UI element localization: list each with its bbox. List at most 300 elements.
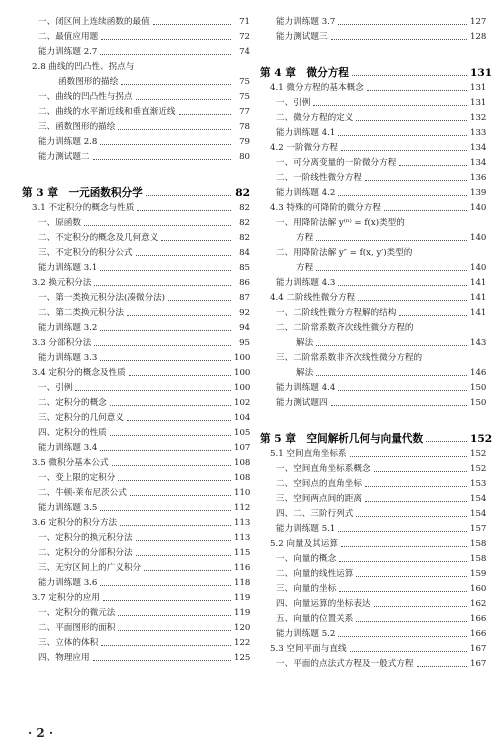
toc-leader-dots — [338, 24, 467, 25]
toc-leader-dots — [100, 450, 231, 451]
toc-section-entry — [22, 363, 250, 378]
toc-subsection-entry — [22, 393, 250, 408]
toc-subsection-entry — [260, 549, 486, 564]
toc-leader-dots — [316, 375, 467, 376]
toc-entry-title: 一、引例 — [38, 383, 73, 393]
toc-subsection-entry — [22, 633, 250, 648]
toc-entry-title: 一、二阶线性微分方程解的结构 — [276, 308, 397, 318]
toc-subsection-entry — [22, 117, 250, 132]
toc-subsection-entry — [22, 87, 250, 102]
toc-spacer — [22, 162, 250, 170]
toc-subsection-entry — [22, 228, 250, 243]
toc-entry-title: 能力训练题 3.4 — [38, 443, 98, 453]
toc-subsection-entry — [22, 483, 250, 498]
toc-subsection-entry — [22, 423, 250, 438]
toc-entry-title: 5.3 空间平面与直线 — [270, 644, 347, 654]
toc-entry-title: 一、向量的概念 — [276, 554, 337, 564]
toc-page-number: 167 — [470, 659, 487, 669]
toc-section-entry — [22, 333, 250, 348]
toc-page-number: 162 — [470, 599, 487, 609]
toc-leader-dots — [316, 270, 467, 271]
toc-entry-title: 三、定积分的几何意义 — [38, 413, 124, 423]
toc-subsection-entry — [22, 543, 250, 558]
toc-page-number: 74 — [239, 47, 250, 57]
toc-leader-dots — [331, 405, 467, 406]
toc-subsection-entry — [260, 228, 486, 243]
toc-page-number: 100 — [234, 383, 251, 393]
toc-entry-title: 一、定积分的微元法 — [38, 608, 116, 618]
toc-leader-dots — [352, 75, 467, 76]
toc-leader-dots — [384, 210, 467, 211]
toc-subsection-entry — [260, 12, 486, 27]
toc-page-number: 108 — [234, 473, 251, 483]
toc-leader-dots — [130, 495, 231, 496]
toc-page-number: 160 — [470, 584, 487, 594]
toc-leader-dots — [118, 630, 231, 631]
toc-leader-dots — [356, 621, 467, 622]
toc-subsection-entry — [22, 147, 250, 162]
toc-page-number: 134 — [470, 158, 487, 168]
toc-entry-title: 一、空间直角坐标系概念 — [276, 464, 371, 474]
toc-subsection-entry — [260, 153, 486, 168]
toc-entry-title: 一、第一类换元积分法(凑微分法) — [38, 293, 166, 303]
toc-subsection-entry — [22, 72, 250, 87]
toc-page-number: 108 — [234, 458, 251, 468]
toc-leader-dots — [365, 486, 467, 487]
toc-entry-title: 3.3 分部积分法 — [32, 338, 92, 348]
toc-subsection-entry — [22, 648, 250, 663]
toc-section-entry — [260, 288, 486, 303]
toc-entry-title: 二、二阶常系数齐次线性微分方程的 — [276, 323, 414, 333]
toc-leader-dots — [338, 195, 467, 196]
toc-entry-title: 能力训练题 3.1 — [38, 263, 98, 273]
toc-entry-title: 4.1 微分方程的基本概念 — [270, 83, 364, 93]
toc-leader-dots — [365, 501, 467, 502]
toc-section-entry — [22, 198, 250, 213]
toc-page-number: 72 — [239, 32, 250, 42]
toc-entry-title: 二、不定积分的概念及几何意义 — [38, 233, 159, 243]
toc-leader-dots — [127, 420, 231, 421]
toc-entry-title: 3.4 定积分的概念及性质 — [32, 368, 126, 378]
toc-leader-dots — [399, 315, 467, 316]
toc-entry-title: 二、空间点的直角坐标 — [276, 479, 362, 489]
toc-subsection-entry — [22, 498, 250, 513]
toc-page-number: 140 — [470, 203, 487, 213]
toc-leader-dots — [316, 345, 467, 346]
toc-left-column — [22, 12, 250, 663]
toc-entry-title: 3.1 不定积分的概念与性质 — [32, 203, 135, 213]
toc-entry-title: 二、定积分的概念 — [38, 398, 107, 408]
toc-subsection-entry — [260, 474, 486, 489]
toc-entry-title: 二、微分方程的定义 — [276, 113, 354, 123]
toc-page-number: 140 — [470, 263, 487, 273]
toc-subsection-entry — [22, 318, 250, 333]
toc-page-number: 122 — [234, 638, 251, 648]
toc-entry-title: 3.5 微积分基本公式 — [32, 458, 109, 468]
toc-page-number: 113 — [234, 518, 251, 528]
toc-page-number: 100 — [234, 353, 251, 363]
toc-subsection-entry — [260, 333, 486, 348]
toc-leader-dots — [417, 666, 467, 667]
toc-page-number: 141 — [470, 278, 487, 288]
toc-leader-dots — [118, 129, 231, 130]
toc-entry-title: 一、曲线的凹凸性与拐点 — [38, 92, 133, 102]
toc-section-entry — [260, 198, 486, 213]
toc-leader-dots — [75, 390, 231, 391]
toc-subsection-entry — [22, 303, 250, 318]
toc-page-number: 119 — [234, 608, 251, 618]
toc-page-number: 154 — [470, 509, 487, 519]
toc-page-number: 119 — [234, 593, 251, 603]
toc-entry-title: 一、可分离变量的一阶微分方程 — [276, 158, 397, 168]
toc-subsection-entry — [260, 564, 486, 579]
toc-entry-title: 5.1 空间直角坐标系 — [270, 449, 347, 459]
toc-leader-dots — [120, 525, 231, 526]
toc-subsection-entry — [260, 519, 486, 534]
toc-entry-title: 4.4 二阶线性微分方程 — [270, 293, 356, 303]
toc-page-number: 132 — [470, 113, 487, 123]
toc-leader-dots — [338, 531, 467, 532]
toc-page-number: 82 — [235, 187, 250, 199]
toc-page-number: 128 — [470, 32, 487, 42]
toc-entry-title: 二、牛顿-莱布尼茨公式 — [38, 488, 127, 498]
toc-page-number: 100 — [234, 368, 251, 378]
toc-leader-dots — [356, 120, 467, 121]
toc-leader-dots — [129, 375, 231, 376]
toc-leader-dots — [313, 105, 467, 106]
toc-entry-title: 能力训练题 5.2 — [276, 629, 336, 639]
toc-entry-title: 四、二、三阶行列式 — [276, 509, 354, 519]
toc-subsection-entry — [260, 363, 486, 378]
toc-entry-title: 二、用降阶法解 y″ = f(x, y′)类型的 — [276, 248, 413, 258]
toc-leader-dots — [338, 390, 467, 391]
toc-leader-dots — [101, 39, 231, 40]
toc-page-number: 150 — [470, 383, 487, 393]
toc-chapter-entry — [260, 416, 493, 445]
toc-page-number: 75 — [239, 77, 250, 87]
toc-leader-dots — [339, 591, 467, 592]
toc-page-number: 125 — [234, 653, 251, 663]
toc-page-number: 94 — [239, 323, 250, 333]
toc-page-number: 167 — [470, 644, 487, 654]
toc-subsection-entry — [22, 102, 250, 117]
toc-entry-title: 二、一阶线性微分方程 — [276, 173, 362, 183]
toc-entry-title: 能力训练题 5.1 — [276, 524, 336, 534]
toc-subsection-entry — [260, 654, 486, 669]
toc-subsection-entry — [22, 288, 250, 303]
toc-leader-dots — [146, 195, 231, 196]
toc-page-number: 85 — [239, 263, 250, 273]
toc-entry-title: 能力训练题 4.3 — [276, 278, 336, 288]
toc-leader-dots — [341, 150, 467, 151]
toc-leader-dots — [121, 84, 231, 85]
toc-leader-dots — [103, 600, 231, 601]
toc-entry-title: 能力测试题四 — [276, 398, 328, 408]
toc-page-number: 154 — [470, 494, 487, 504]
toc-entry-title: 一、闭区间上连续函数的最值 — [38, 17, 150, 27]
toc-entry-title: 3.7 定积分的应用 — [32, 593, 100, 603]
toc-subsection-entry — [260, 624, 486, 639]
toc-subsection-entry — [260, 243, 486, 258]
toc-page-number: 127 — [470, 17, 487, 27]
toc-section-entry — [260, 534, 486, 549]
toc-entry-title: 二、曲线的水平渐近线和垂直渐近线 — [38, 107, 176, 117]
toc-subsection-entry — [22, 132, 250, 147]
toc-leader-dots — [341, 546, 467, 547]
toc-page-number: 82 — [239, 218, 250, 228]
toc-page-number: 116 — [234, 563, 251, 573]
toc-right-column — [260, 12, 493, 669]
toc-entry-title: 四、定积分的性质 — [38, 428, 107, 438]
toc-subsection-entry — [22, 258, 250, 273]
toc-entry-title: 能力训练题 3.6 — [38, 578, 98, 588]
toc-page-number: 153 — [470, 479, 487, 489]
toc-spacer — [260, 408, 486, 416]
toc-subsection-entry — [260, 579, 486, 594]
toc-entry-title: 解法 — [296, 368, 314, 378]
toc-page-number: 107 — [234, 443, 251, 453]
toc-entry-title: 能力训练题 3.5 — [38, 503, 98, 513]
toc-subsection-entry — [22, 213, 250, 228]
toc-entry-title: 三、不定积分的积分公式 — [38, 248, 133, 258]
toc-entry-title: 第 3 章 一元函数积分学 — [22, 187, 143, 199]
toc-page-number: 140 — [470, 233, 487, 243]
toc-leader-dots — [136, 540, 231, 541]
toc-subsection-entry — [260, 168, 486, 183]
toc-page-number: 166 — [470, 614, 487, 624]
toc-leader-dots — [374, 606, 467, 607]
toc-leader-dots — [136, 99, 231, 100]
toc-entry-title: 三、向量的坐标 — [276, 584, 337, 594]
toc-page-number: 146 — [470, 368, 487, 378]
toc-page-number: 157 — [470, 524, 487, 534]
toc-leader-dots — [350, 651, 467, 652]
toc-subsection-entry — [22, 573, 250, 588]
toc-entry-title: 4.3 特殊的可降阶的微分方程 — [270, 203, 381, 213]
toc-page-number: 152 — [470, 464, 487, 474]
toc-entry-title: 一、用降阶法解 y⁽ⁿ⁾ = f(x)类型的 — [276, 218, 405, 228]
toc-entry-title: 二、平面图形的面积 — [38, 623, 116, 633]
toc-entry-title: 四、向量运算的坐标表达 — [276, 599, 371, 609]
toc-page-number: 166 — [470, 629, 487, 639]
toc-entry-title: 函数图形的描绘 — [58, 77, 119, 87]
toc-subsection-entry — [22, 348, 250, 363]
toc-entry-title: 一、定积分的换元积分法 — [38, 533, 133, 543]
toc-leader-dots — [356, 516, 467, 517]
toc-page-number: 86 — [239, 278, 250, 288]
toc-section-entry — [260, 639, 486, 654]
toc-page-number: 104 — [234, 413, 251, 423]
toc-entry-title: 能力测试题二 — [38, 152, 90, 162]
toc-entry-title: 能力训练题 4.4 — [276, 383, 336, 393]
toc-page-number: 79 — [239, 137, 250, 147]
toc-leader-dots — [316, 240, 467, 241]
toc-leader-dots — [365, 180, 467, 181]
toc-leader-dots — [426, 441, 467, 442]
toc-page-number: 92 — [239, 308, 250, 318]
toc-page-number: 141 — [470, 293, 487, 303]
toc-entry-title: 四、物理应用 — [38, 653, 90, 663]
toc-section-entry — [22, 57, 250, 72]
toc-subsection-entry — [22, 438, 250, 453]
toc-entry-title: 一、原函数 — [38, 218, 81, 228]
toc-entry-title: 5.2 向量及其运算 — [270, 539, 338, 549]
toc-entry-title: 五、向量的位置关系 — [276, 614, 354, 624]
toc-subsection-entry — [260, 318, 486, 333]
toc-leader-dots — [331, 39, 467, 40]
toc-subsection-entry — [260, 459, 486, 474]
toc-leader-dots — [118, 480, 231, 481]
toc-entry-title: 能力训练题 2.7 — [38, 47, 98, 57]
toc-page-number: 139 — [470, 188, 487, 198]
toc-subsection-entry — [260, 504, 486, 519]
toc-leader-dots — [338, 135, 467, 136]
toc-leader-dots — [161, 240, 231, 241]
toc-leader-dots — [112, 465, 231, 466]
toc-leader-dots — [100, 144, 231, 145]
toc-subsection-entry — [22, 408, 250, 423]
toc-subsection-entry — [260, 27, 486, 42]
toc-leader-dots — [339, 561, 467, 562]
toc-leader-dots — [179, 114, 231, 115]
toc-entry-title: 能力训练题 3.3 — [38, 353, 98, 363]
toc-leader-dots — [399, 165, 467, 166]
toc-subsection-entry — [260, 348, 486, 363]
toc-leader-dots — [100, 510, 231, 511]
toc-page-number: 120 — [234, 623, 251, 633]
toc-page-number: 102 — [234, 398, 251, 408]
toc-subsection-entry — [260, 213, 486, 228]
toc-leader-dots — [168, 300, 231, 301]
toc-leader-dots — [356, 576, 467, 577]
toc-page-number: 82 — [239, 203, 250, 213]
toc-page-number: 134 — [470, 143, 487, 153]
toc-leader-dots — [100, 54, 231, 55]
toc-section-entry — [260, 78, 486, 93]
toc-page-number: 77 — [239, 107, 250, 117]
toc-subsection-entry — [22, 468, 250, 483]
toc-page-number: 143 — [470, 338, 487, 348]
toc-leader-dots — [84, 225, 231, 226]
toc-entry-title: 一、引例 — [276, 98, 311, 108]
toc-subsection-entry — [260, 303, 486, 318]
toc-entry-title: 二、定积分的分部积分法 — [38, 548, 133, 558]
toc-page-number: 141 — [470, 308, 487, 318]
toc-page-number: 95 — [239, 338, 250, 348]
toc-page-number: 152 — [470, 449, 487, 459]
toc-page-number: 113 — [234, 533, 251, 543]
page-number: · 2 · — [28, 726, 54, 740]
toc-subsection-entry — [260, 393, 486, 408]
toc-page-number: 133 — [470, 128, 487, 138]
toc-entry-title: 三、二阶常系数非齐次线性微分方程的 — [276, 353, 423, 363]
toc-leader-dots — [94, 285, 231, 286]
toc-subsection-entry — [22, 603, 250, 618]
toc-subsection-entry — [22, 528, 250, 543]
toc-leader-dots — [118, 615, 231, 616]
toc-page-number: 105 — [234, 428, 251, 438]
toc-entry-title: 能力训练题 4.2 — [276, 188, 336, 198]
toc-subsection-entry — [260, 273, 486, 288]
toc-entry-title: 二、向量的线性运算 — [276, 569, 354, 579]
toc-chapter-entry — [22, 170, 250, 198]
toc-entry-title: 三、无穷区间上的广义积分 — [38, 563, 142, 573]
toc-entry-title: 方程 — [296, 263, 314, 273]
toc-entry-title: 一、平面的点法式方程及一般式方程 — [276, 659, 414, 669]
toc-section-entry — [22, 273, 250, 288]
toc-subsection-entry — [22, 42, 250, 57]
toc-leader-dots — [153, 24, 231, 25]
toc-leader-dots — [110, 405, 231, 406]
toc-page-number: 78 — [239, 122, 250, 132]
toc-section-entry — [260, 444, 486, 459]
toc-leader-dots — [110, 435, 231, 436]
toc-page-number: 136 — [470, 173, 487, 183]
toc-subsection-entry — [22, 27, 250, 42]
toc-leader-dots — [358, 300, 467, 301]
toc-leader-dots — [374, 471, 467, 472]
toc-leader-dots — [137, 210, 231, 211]
toc-leader-dots — [93, 660, 231, 661]
toc-leader-dots — [136, 255, 231, 256]
toc-section-entry — [22, 588, 250, 603]
toc-page-number: 118 — [234, 578, 251, 588]
toc-entry-title: 第 5 章 空间解析几何与向量代数 — [260, 433, 424, 445]
toc-page-number: 71 — [239, 17, 250, 27]
toc-entry-title: 能力测试题三 — [276, 32, 328, 42]
toc-leader-dots — [94, 345, 231, 346]
toc-leader-dots — [100, 585, 231, 586]
toc-entry-title: 方程 — [296, 233, 314, 243]
toc-page-number: 131 — [470, 98, 487, 108]
toc-leader-dots — [367, 90, 467, 91]
toc-page-number: 82 — [239, 233, 250, 243]
toc-leader-dots — [338, 636, 467, 637]
toc-subsection-entry — [260, 123, 486, 138]
toc-entry-title: 三、函数图形的描绘 — [38, 122, 116, 132]
toc-page-number: 112 — [234, 503, 251, 513]
toc-entry-title: 4.2 一阶微分方程 — [270, 143, 338, 153]
toc-entry-title: 一、变上限的定积分 — [38, 473, 116, 483]
toc-spacer — [260, 42, 486, 50]
toc-subsection-entry — [260, 378, 486, 393]
toc-leader-dots — [100, 330, 231, 331]
toc-page-number: 131 — [470, 83, 487, 93]
toc-leader-dots — [350, 456, 467, 457]
toc-page-number: 158 — [470, 554, 487, 564]
toc-entry-title: 第 4 章 微分方程 — [260, 67, 349, 79]
toc-subsection-entry — [260, 609, 486, 624]
toc-entry-title: 能力训练题 3.7 — [276, 17, 336, 27]
toc-entry-title: 三、立体的体积 — [38, 638, 99, 648]
toc-subsection-entry — [260, 258, 486, 273]
toc-entry-title: 二、最值应用题 — [38, 32, 99, 42]
toc-entry-title: 解法 — [296, 338, 314, 348]
toc-subsection-entry — [260, 183, 486, 198]
toc-leader-dots — [93, 159, 231, 160]
toc-leader-dots — [338, 285, 467, 286]
toc-subsection-entry — [260, 489, 486, 504]
toc-leader-dots — [101, 645, 231, 646]
toc-page-number: 80 — [239, 152, 250, 162]
toc-entry-title: 三、空间两点间的距离 — [276, 494, 362, 504]
toc-page-number: 131 — [470, 67, 493, 79]
toc-subsection-entry — [22, 558, 250, 573]
toc-chapter-entry — [260, 50, 493, 79]
toc-subsection-entry — [22, 618, 250, 633]
toc-entry-title: 二、第二类换元积分法 — [38, 308, 124, 318]
toc-section-entry — [22, 513, 250, 528]
